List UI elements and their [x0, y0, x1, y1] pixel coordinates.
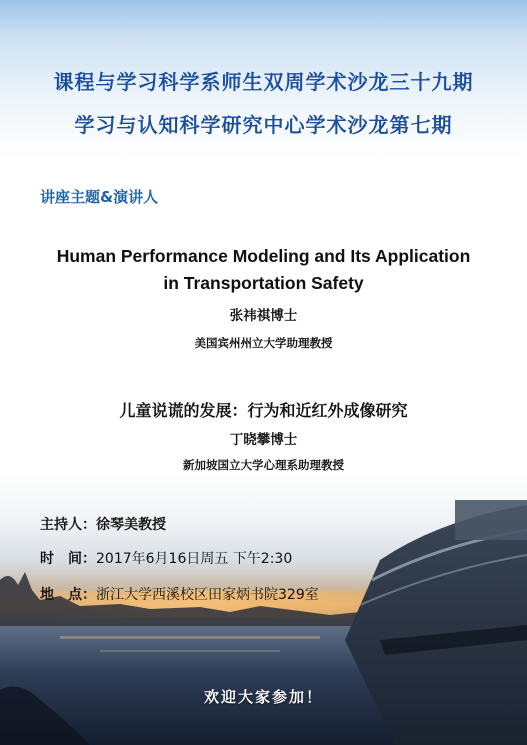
host-row — [40, 514, 166, 534]
host-label: 主持人： — [40, 517, 96, 533]
time-value: 2017年6月16日周五 下午2:30 — [96, 551, 293, 567]
time-row — [40, 548, 292, 568]
time-label: 时 间： — [40, 551, 96, 567]
talk-1-title-line-2: in Transportation Safety — [163, 273, 364, 293]
place-label: 地 点： — [40, 587, 96, 603]
host-value: 徐琴美教授 — [96, 517, 166, 533]
section-label: 讲座主题&演讲人 — [40, 188, 159, 206]
talk-2-title: 儿童说谎的发展：行为和近红外成像研究 — [119, 401, 408, 420]
welcome-message: 欢迎大家参加！ — [203, 688, 323, 706]
talk-2-affiliation: 新加坡国立大学心理系助理教授 — [183, 458, 344, 472]
talk-1-speaker: 张祎祺博士 — [229, 308, 298, 324]
talk-2-speaker: 丁晓攀博士 — [229, 432, 298, 448]
place-row — [40, 584, 319, 604]
talk-1-affiliation: 美国宾州州立大学助理教授 — [194, 336, 333, 350]
event-title-line-2: 学习与认知科学研究中心学术沙龙第七期 — [74, 113, 453, 137]
place-value: 浙江大学西溪校区田家炳书院329室 — [96, 587, 319, 603]
talk-1-title-line-1: Human Performance Modeling and Its Application — [56, 246, 471, 266]
event-title-line-1: 课程与学习科学系师生双周学术沙龙三十九期 — [53, 70, 474, 94]
